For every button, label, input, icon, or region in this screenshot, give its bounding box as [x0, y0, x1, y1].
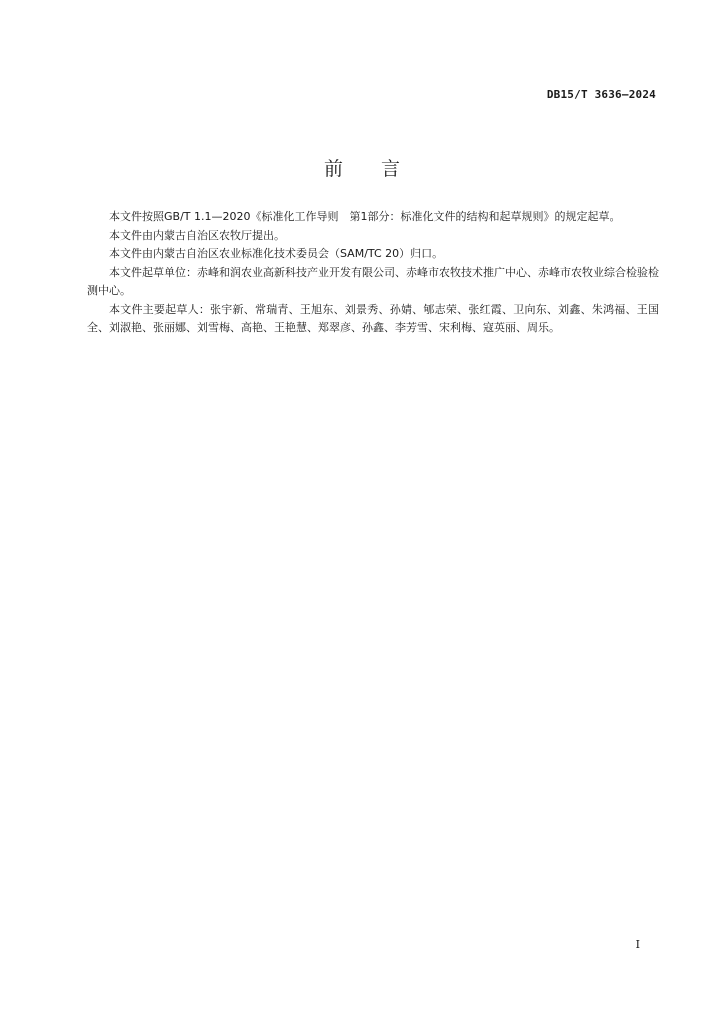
- paragraph-centralized-unit: 本文件由内蒙古自治区农业标准化技术委员会（SAM/TC 20）归口。: [109, 247, 444, 260]
- paragraph-drafting-units: 本文件起草单位：赤峰和润农业高新科技产业开发有限公司、赤峰市农牧技术推广中心、赤峰市农牧业综合检验检测中心。: [87, 265, 659, 297]
- page-title: 前言: [323, 158, 438, 180]
- paragraph-drafting-basis: 本文件按照GB/T 1.1—2020《标准化工作导则 第1部分：标准化文件的结构和起草规则》的规定起草。: [109, 210, 621, 223]
- foreword-body: [87, 208, 659, 338]
- paragraph-proposer: 本文件由内蒙古自治区农牧厅提出。: [109, 228, 285, 242]
- document-code: DB15/T 3636—2024: [546, 88, 656, 101]
- page-number: I: [635, 938, 640, 951]
- paragraph-main-drafters: 本文件主要起草人：张宇新、常瑞青、王旭东、刘景秀、孙婧、郇志荣、张红霞、卫向东、刘鑫、朱鸿福、王国全、刘淑艳、张丽娜、刘雪梅、高艳、王艳慧、郑翠彦、孙鑫、李芳雪、宋利梅、寇英丽、周乐。: [87, 302, 659, 334]
